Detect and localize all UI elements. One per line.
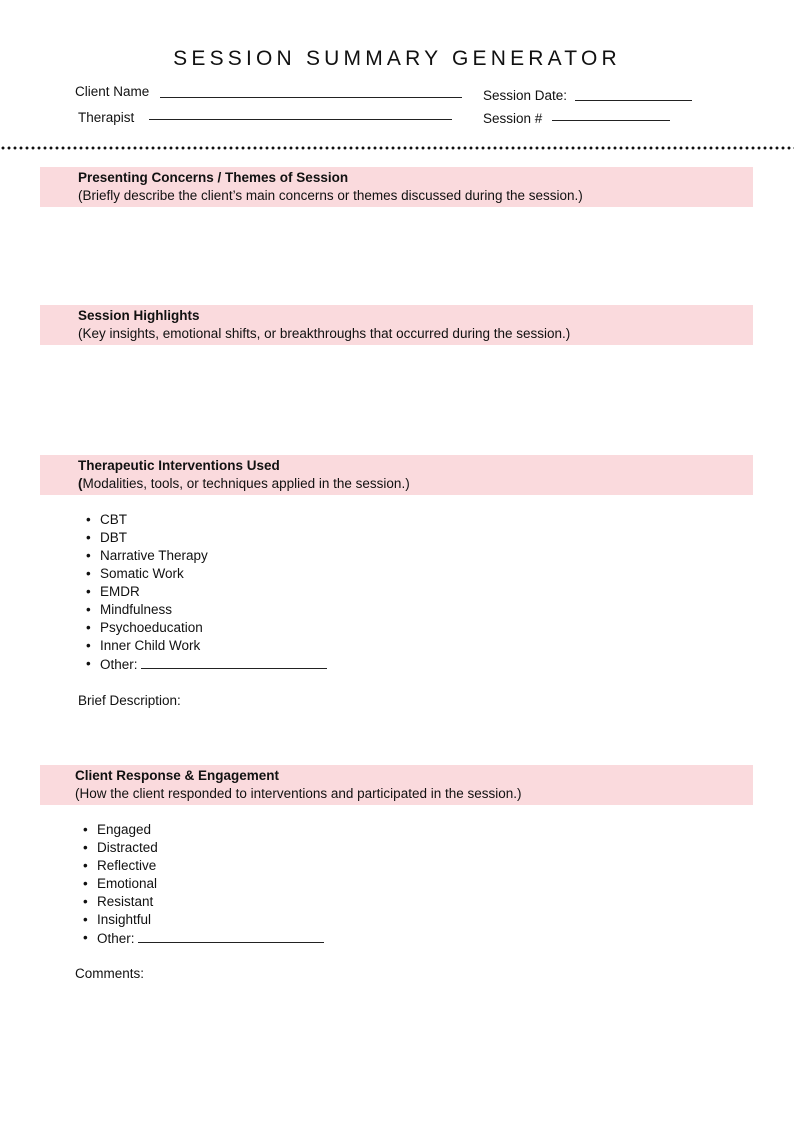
list-item[interactable]: • Mindfulness bbox=[86, 602, 173, 617]
page-title: SESSION SUMMARY GENERATOR bbox=[173, 47, 621, 70]
session-number-label: Session # bbox=[483, 111, 543, 126]
list-item-other[interactable]: • Other: bbox=[100, 655, 327, 673]
section-subtitle: (How the client responded to interventions and participated in the session.) bbox=[75, 786, 522, 801]
section-heading: Presenting Concerns / Themes of Session bbox=[78, 170, 349, 185]
section-subtitle: (Briefly describe the client’s main concerns or themes discussed during the session.) bbox=[78, 188, 583, 203]
comments-label: Comments: bbox=[75, 966, 145, 981]
session-number-field[interactable] bbox=[552, 120, 670, 121]
section-heading: Therapeutic Interventions Used bbox=[78, 458, 280, 473]
interventions-list bbox=[86, 511, 327, 673]
list-item[interactable]: • EMDR bbox=[86, 584, 140, 599]
dotted-divider bbox=[0, 146, 794, 150]
list-item[interactable]: • Distracted bbox=[83, 840, 158, 855]
list-item[interactable]: • Engaged bbox=[83, 822, 152, 837]
session-date-field[interactable] bbox=[575, 100, 692, 101]
list-item[interactable]: • Emotional bbox=[83, 876, 158, 891]
list-item-other[interactable]: • Other: bbox=[97, 929, 324, 947]
subtitle-paren: ( bbox=[78, 476, 83, 491]
other-blank-field[interactable] bbox=[141, 655, 327, 669]
therapist-label: Therapist bbox=[78, 110, 135, 125]
list-item[interactable]: • DBT bbox=[86, 530, 127, 545]
client-name-field[interactable] bbox=[160, 97, 462, 98]
section-subtitle: (Key insights, emotional shifts, or breakthroughs that occurred during the session.) bbox=[78, 326, 571, 341]
section-subtitle: Modalities, tools, or techniques applied in the session.) bbox=[82, 476, 410, 491]
list-item[interactable]: • Inner Child Work bbox=[86, 638, 201, 653]
client-name-label: Client Name bbox=[75, 84, 150, 99]
section-heading: Client Response & Engagement bbox=[75, 768, 280, 783]
engagement-list bbox=[83, 821, 324, 947]
section-heading: Session Highlights bbox=[78, 308, 200, 323]
section-client-response bbox=[40, 765, 753, 805]
section-presenting-concerns bbox=[40, 167, 753, 207]
brief-description-label: Brief Description: bbox=[78, 693, 181, 708]
list-item[interactable]: • Narrative Therapy bbox=[86, 548, 208, 563]
list-item[interactable]: • Psychoeducation bbox=[86, 620, 203, 635]
list-item[interactable]: • Insightful bbox=[83, 912, 152, 927]
section-session-highlights bbox=[40, 305, 753, 345]
list-item[interactable]: • CBT bbox=[86, 512, 127, 527]
therapist-field[interactable] bbox=[149, 119, 452, 120]
list-item[interactable]: • Resistant bbox=[83, 894, 154, 909]
list-item[interactable]: • Somatic Work bbox=[86, 566, 184, 581]
session-date-label: Session Date: bbox=[483, 88, 568, 103]
list-item[interactable]: • Reflective bbox=[83, 858, 157, 873]
other-blank-field[interactable] bbox=[138, 929, 324, 943]
section-interventions bbox=[40, 455, 753, 495]
